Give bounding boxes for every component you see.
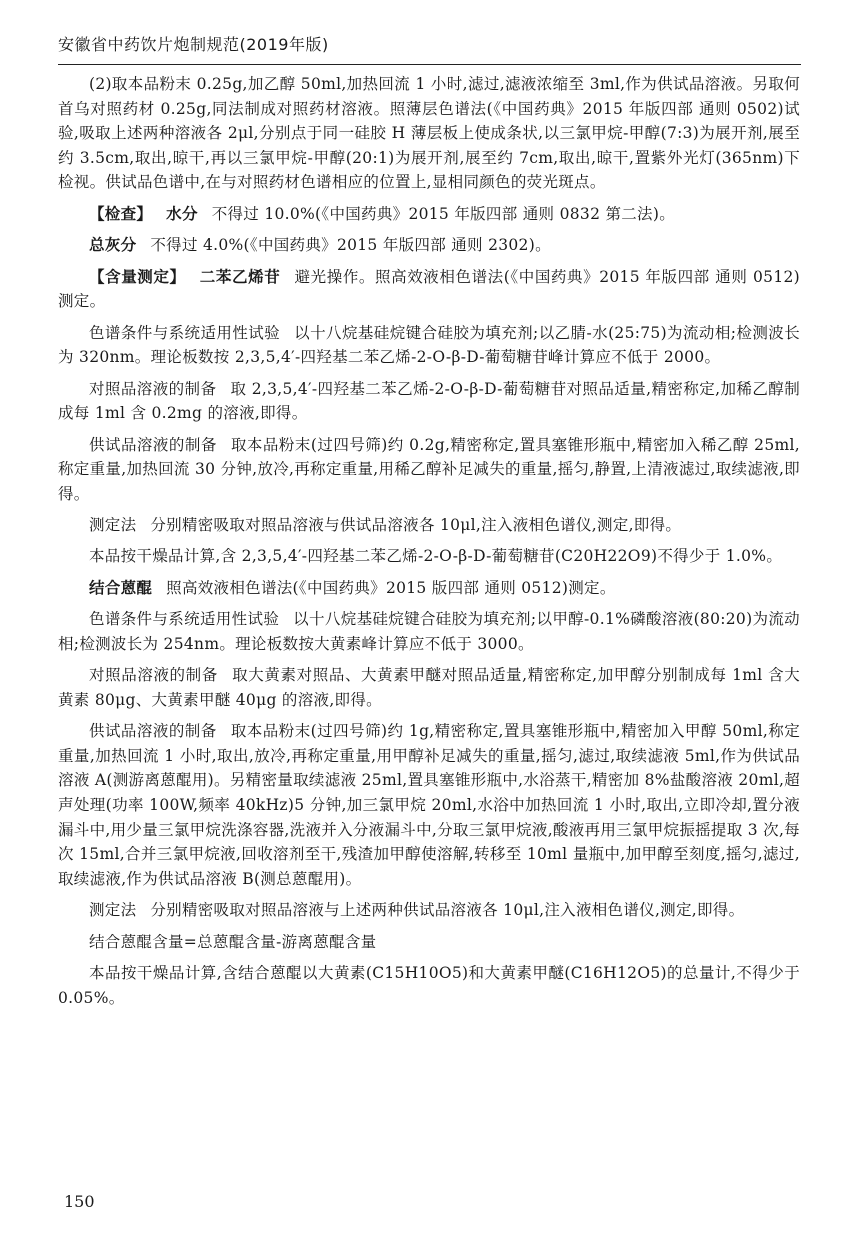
text-run: 不得过 10.0%(《中国药典》2015 年版四部 通则 0832 第二法)。 — [211, 204, 675, 223]
text-run: 供试品溶液的制备 — [89, 435, 217, 454]
text-run: 供试品溶液的制备 — [89, 722, 217, 741]
page-number: 150 — [64, 1192, 95, 1211]
paragraph — [58, 719, 800, 891]
text-run: 对照品溶液的制备 — [89, 666, 218, 685]
bold-heading: 二苯乙烯苷 — [199, 267, 281, 286]
paragraph — [58, 377, 800, 426]
text-run: 避光操作。照高效液相色谱法(《中国药典》2015 年版四部 通则 0512)测定。 — [58, 267, 800, 311]
paragraph — [58, 930, 800, 955]
paragraph — [58, 607, 800, 656]
text-run: 取大黄素对照品、大黄素甲醚对照品适量,精密称定,加甲醇分别制成每 1ml 含大黄素 80μg、大黄素甲醚 40μg 的溶液,即得。 — [58, 666, 800, 709]
paragraph — [58, 544, 800, 569]
text-run: 分别精密吸取对照品溶液与上述两种供试品溶液各 10μl,注入液相色谱仪,测定,即得。 — [150, 901, 745, 920]
bold-heading: 总灰分 — [89, 236, 137, 255]
text-run: 照高效液相色谱法(《中国药典》2015 版四部 通则 0512)测定。 — [166, 578, 616, 597]
text-run: 取本品粉末(过四号筛)约 0.2g,精密称定,置具塞锥形瓶中,精密加入稀乙醇 25ml,称定重量,加热回流 30 分钟,放冷,再称定重量,用稀乙醇补足减失的重量,摇匀,静置,上清液滤过,取续滤液,即得。 — [58, 435, 800, 503]
text-run: 色谱条件与系统适用性试验 — [89, 610, 280, 629]
text-run: 取本品粉末(过四号筛)约 1g,精密称定,置具塞锥形瓶中,精密加入甲醇 50ml,称定重量,加热回流 1 小时,取出,放冷,再称定重量,用甲醇补足减失的重量,摇匀,滤过,取续滤液 5ml,作为供试品溶液 A(测游离蒽醌用)。另精密量取续滤液 25ml,置具塞锥形瓶中,水浴蒸干,精密加 8%盐酸溶液 20ml,超声处理(功率 100W,频率 40kHz)5 分钟,加三氯甲烷 20ml,水浴中加热回流 1 小时,取出,立即冷却,置分液漏斗中,用少量三氯甲烷洗涤容器,洗液并入分液漏斗中,分取三氯甲烷液,酸液再用三氯甲烷振摇提取 3 次,每次 15ml,合并三氯甲烷液,回收溶剂至干,残渣加甲醇使溶解,转移至 10ml 量瓶中,加甲醇至刻度,摇匀,滤过,取续滤液,作为供试品溶液 B(测总蒽醌用)。 — [58, 722, 800, 888]
text-run: 分别精密吸取对照品溶液与供试品溶液各 10μl,注入液相色谱仪,测定,即得。 — [150, 516, 682, 535]
paragraph — [58, 898, 800, 923]
text-run: 对照品溶液的制备 — [89, 379, 217, 398]
paragraph — [58, 233, 800, 258]
book-title: 安徽省中药饮片炮制规范(2019年版) — [58, 35, 329, 54]
text-run: 结合蒽醌含量=总蒽醌含量-游离蒽醌含量 — [89, 932, 377, 951]
text-run: 测定法 — [89, 901, 137, 920]
paragraph — [58, 513, 800, 538]
text-run: 以十八烷基硅烷键合硅胶为填充剂;以甲醇-0.1%磷酸溶液(80:20)为流动相;检测波长为 254nm。理论板数按大黄素峰计算应不低于 3000。 — [58, 610, 800, 653]
paragraph — [58, 433, 800, 507]
paragraph — [58, 321, 800, 370]
paragraph — [58, 576, 800, 601]
bold-heading: 水分 — [166, 204, 198, 223]
text-run: 色谱条件与系统适用性试验 — [89, 323, 281, 342]
paragraph — [58, 265, 800, 314]
body-text — [58, 72, 800, 1017]
running-header — [58, 30, 801, 65]
paragraph — [58, 202, 800, 227]
paragraph — [58, 663, 800, 712]
text-run: 本品按干燥品计算,含结合蒽醌以大黄素(C15H10O5)和大黄素甲醚(C16H12O5)的总量计,不得少于 0.05%。 — [58, 963, 800, 1007]
text-run: 本品按干燥品计算,含 2,3,5,4′-四羟基二苯乙烯-2-O-β-D-葡萄糖苷(C20H22O9)不得少于 1.0%。 — [89, 547, 783, 566]
text-run: 测定法 — [89, 516, 137, 535]
paragraph — [58, 961, 800, 1010]
text-run: 以十八烷基硅烷键合硅胶为填充剂;以乙腈-水(25:75)为流动相;检测波长为 320nm。理论板数按 2,3,5,4′-四羟基二苯乙烯-2-O-β-D-葡萄糖苷峰计算应不低于 2000。 — [58, 323, 800, 367]
bold-heading: 【检查】 — [89, 204, 153, 223]
text-run: (2)取本品粉末 0.25g,加乙醇 50ml,加热回流 1 小时,滤过,滤液浓缩至 3ml,作为供试品溶液。另取何首乌对照药材 0.25g,同法制成对照药材溶液。照薄层色谱法(《中国药典》2015 年版四部 通则 0502)试验,吸取上述两种溶液各 2μl,分别点于同一硅胶 H 薄层板上使成条状,以三氯甲烷-甲醇(7:3)为展开剂,展至约 3.5cm,取出,晾干,再以三氯甲烷-甲醇(20:1)为展开剂,展至约 7cm,取出,晾干,置紫外光灯(365nm)下检视。供试品色谱中,在与对照药材色谱相应的位置上,显相同颜色的荧光斑点。 — [58, 75, 800, 192]
text-run: 不得过 4.0%(《中国药典》2015 年版四部 通则 2302)。 — [150, 236, 551, 255]
text-run: 取 2,3,5,4′-四羟基二苯乙烯-2-O-β-D-葡萄糖苷对照品适量,精密称定,加稀乙醇制成每 1ml 含 0.2mg 的溶液,即得。 — [58, 379, 800, 423]
paragraph — [58, 72, 800, 195]
bold-heading: 结合蒽醌 — [89, 578, 153, 597]
bold-heading: 【含量测定】 — [89, 267, 186, 286]
